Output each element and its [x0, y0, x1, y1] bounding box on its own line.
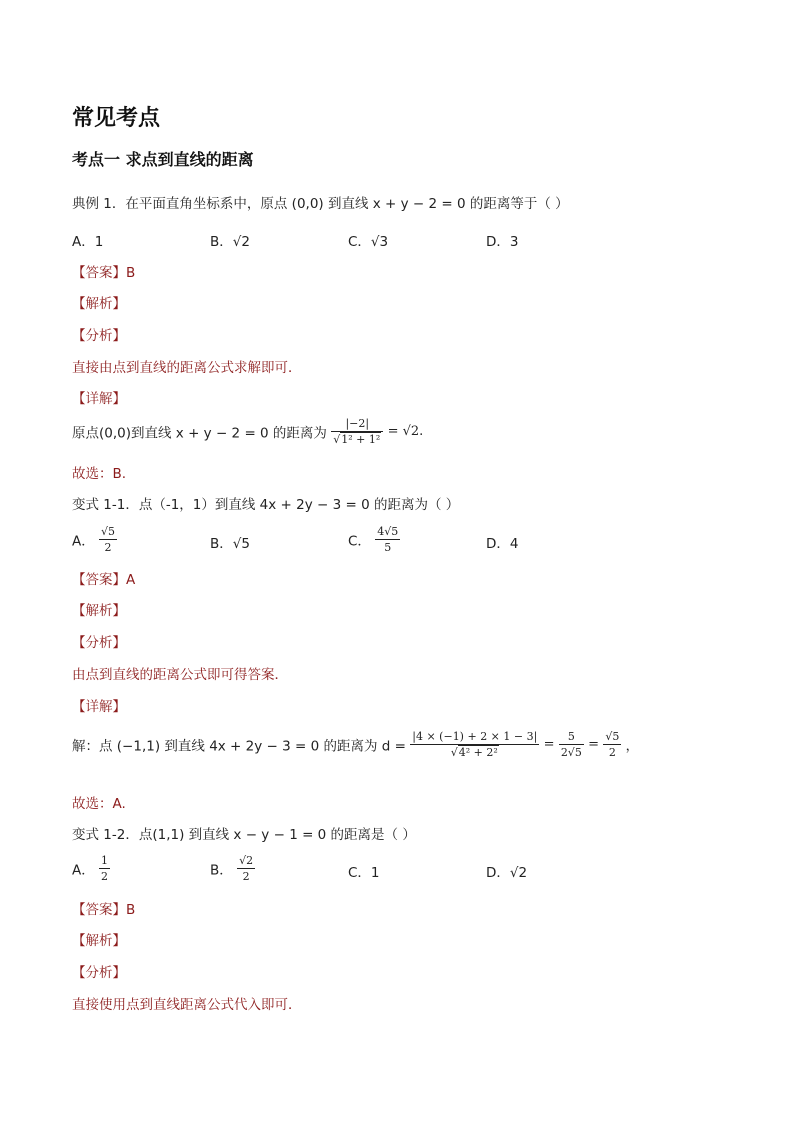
- ex3-option-c: C．1: [348, 865, 380, 881]
- ex1-option-b: B．√2: [210, 234, 250, 250]
- ex2-fraction-2: $\frac{5}{2√5}$: [560, 730, 582, 759]
- ex3-fenxi-text: 直接使用点到直线距离公式代入即可．: [72, 997, 302, 1013]
- ex1-fraction-denominator: 1² + 1²: [341, 433, 381, 446]
- ex1-fenxi-text: 直接由点到直线的距离公式求解即可．: [72, 360, 302, 376]
- ex1-analysis-label: 【解析】: [72, 296, 126, 312]
- ex2-option-a: A． $\frac{√5}{2}$: [72, 525, 116, 554]
- ex2-question: 变式 1-1．点（-1，1）到直线 4x + 2y − 3 = 0 的距离为（ ）: [72, 497, 460, 513]
- answer-value: B: [126, 265, 136, 281]
- answer-label: 【答案】: [72, 902, 126, 918]
- ex2-answer-row: [72, 568, 135, 588]
- ex1-detail-line: [72, 416, 423, 447]
- ex3-analysis-label: 【解析】: [72, 933, 126, 949]
- ex1-question: 典例 1．在平面直角坐标系中，原点 (0,0) 到直线 x + y − 2 = 0 的距离等于（ ）: [72, 196, 569, 212]
- ex2-fenxi-label: 【分析】: [72, 635, 126, 651]
- ex2-analysis-label: 【解析】: [72, 603, 126, 619]
- sqrt-symbol: √1² + 1²: [333, 433, 381, 446]
- ex1-fraction-numerator: |−2|: [331, 416, 383, 432]
- ex2-conclusion: 故选：A.: [72, 796, 126, 812]
- ex2-fraction-1: $\frac{|4 \times (-1) + 2 \times 1 - 3|}{\text{√4² + 2²}}$: [412, 730, 538, 759]
- page-title: 常见考点: [72, 106, 161, 131]
- ex1-option-a: A．1: [72, 234, 104, 250]
- ex3-question: 变式 1-2．点(1,1) 到直线 x − y − 1 = 0 的距离是（ ）: [72, 827, 416, 843]
- ex1-conclusion: 故选：B.: [72, 466, 127, 482]
- answer-value: B: [126, 902, 136, 918]
- ex2-option-b: B．√5: [210, 536, 250, 552]
- ex1-detail-label: 【详解】: [72, 391, 126, 407]
- ex3-fenxi-label: 【分析】: [72, 965, 126, 981]
- ex3-option-d: D．√2: [486, 865, 528, 881]
- answer-value: A: [126, 572, 136, 588]
- ex2-option-c: C． $\frac{4√5}{5}$: [348, 525, 399, 554]
- ex3-option-b: B． $\frac{√2}{2}$: [210, 854, 254, 883]
- answer-label: 【答案】: [72, 572, 126, 588]
- ex1-detail-prefix: 原点(0,0)到直线 x + y − 2 = 0 的距离为: [72, 425, 327, 442]
- ex2-fraction-3: $\frac{√5}{2}$: [605, 730, 620, 759]
- ex1-detail-result: = √2.: [387, 424, 424, 439]
- ex2-option-d: D．4: [486, 536, 519, 552]
- ex2-detail-line: 解：点 (−1,1) 到直线 4x + 2y − 3 = 0 的距离为 d = $\frac{|4 \times (-1) + 2 \times 1 - 3|}{\text{√4² + 2²}}$ = $\frac{5}{2√5}$ = $\frac{√5}{2}$ ，: [72, 730, 639, 759]
- ex1-detail-fraction: [331, 416, 383, 447]
- ex1-option-d: D．3: [486, 234, 519, 250]
- ex1-fenxi-label: 【分析】: [72, 328, 126, 344]
- section-heading: 考点一 求点到直线的距离: [72, 150, 254, 169]
- ex2-detail-label: 【详解】: [72, 699, 126, 715]
- ex3-option-a: A． $\frac{1}{2}$: [72, 854, 109, 883]
- ex3-answer-row: [72, 898, 135, 918]
- ex2-fenxi-text: 由点到直线的距离公式即可得答案．: [72, 667, 288, 683]
- ex1-option-c: C．√3: [348, 234, 389, 250]
- answer-label: 【答案】: [72, 265, 126, 281]
- ex2-detail-prefix: 解：点 (−1,1) 到直线 4x + 2y − 3 = 0 的距离为 d =: [72, 738, 406, 755]
- ex1-answer-row: [72, 261, 135, 281]
- sqrt-symbol: √4² + 2²: [450, 746, 498, 759]
